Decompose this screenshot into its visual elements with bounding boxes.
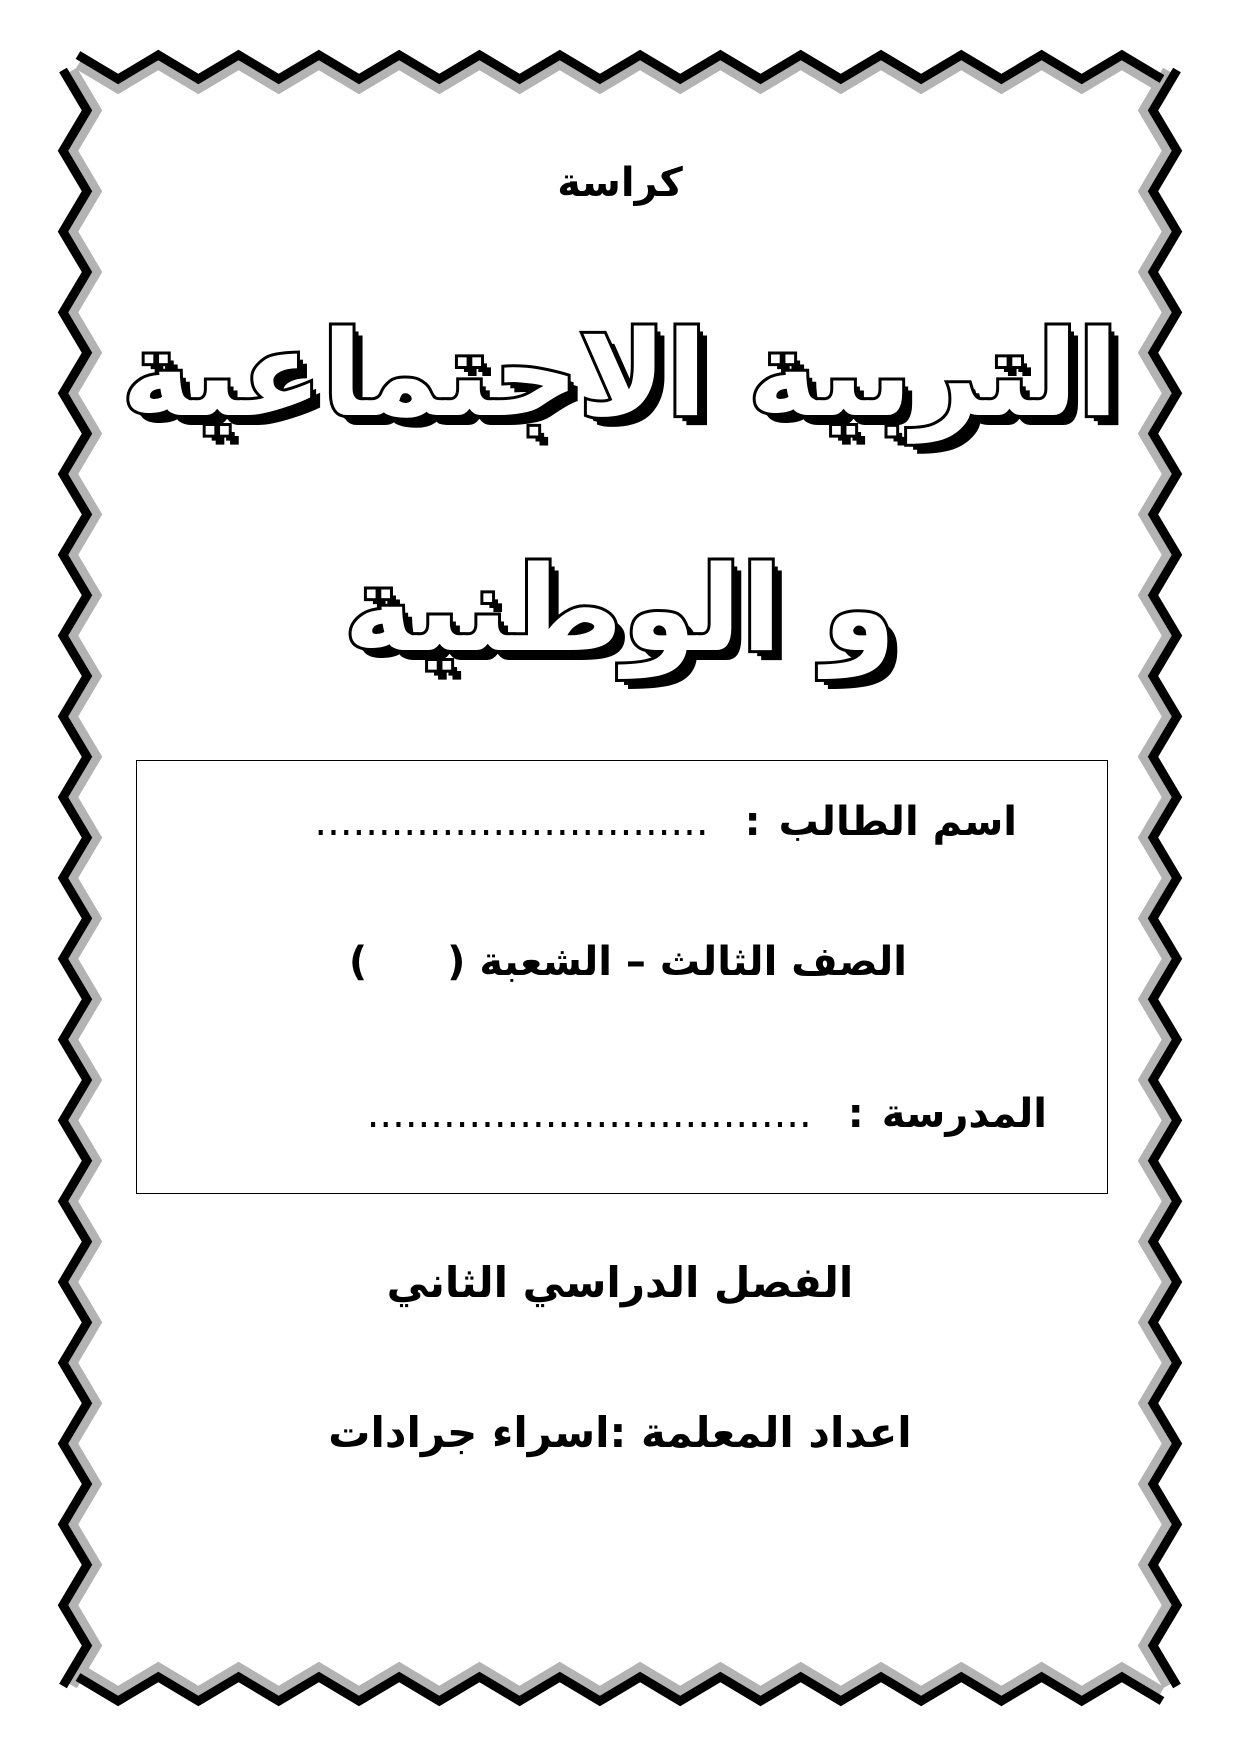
- student-info-box: [136, 760, 1108, 1194]
- student-name-field: ...............................: [314, 799, 709, 845]
- teacher-credit: اعداد المعلمة :اسراء جرادات: [328, 1408, 912, 1457]
- school-row: [367, 1091, 1047, 1137]
- school-label: المدرسة: [881, 1091, 1047, 1137]
- student-name-colon: :: [744, 799, 761, 845]
- subject-title-line-2: و الوطنية: [343, 540, 897, 678]
- section-paren-close: ): [348, 939, 368, 985]
- class-section-label: الصف الثالث – الشعبة: [479, 939, 907, 985]
- student-name-row: [314, 799, 1017, 845]
- student-name-label: اسم الطالب: [778, 799, 1017, 845]
- semester-label: الفصل الدراسي الثاني: [386, 1258, 854, 1307]
- class-section-row: [349, 939, 907, 985]
- school-field: ...................................: [366, 1091, 812, 1137]
- section-paren-open: (: [447, 939, 466, 985]
- notebook-label: كراسة: [557, 160, 683, 206]
- subject-title-line-1: التربية الاجتماعية: [121, 305, 1119, 443]
- school-colon: :: [847, 1091, 864, 1137]
